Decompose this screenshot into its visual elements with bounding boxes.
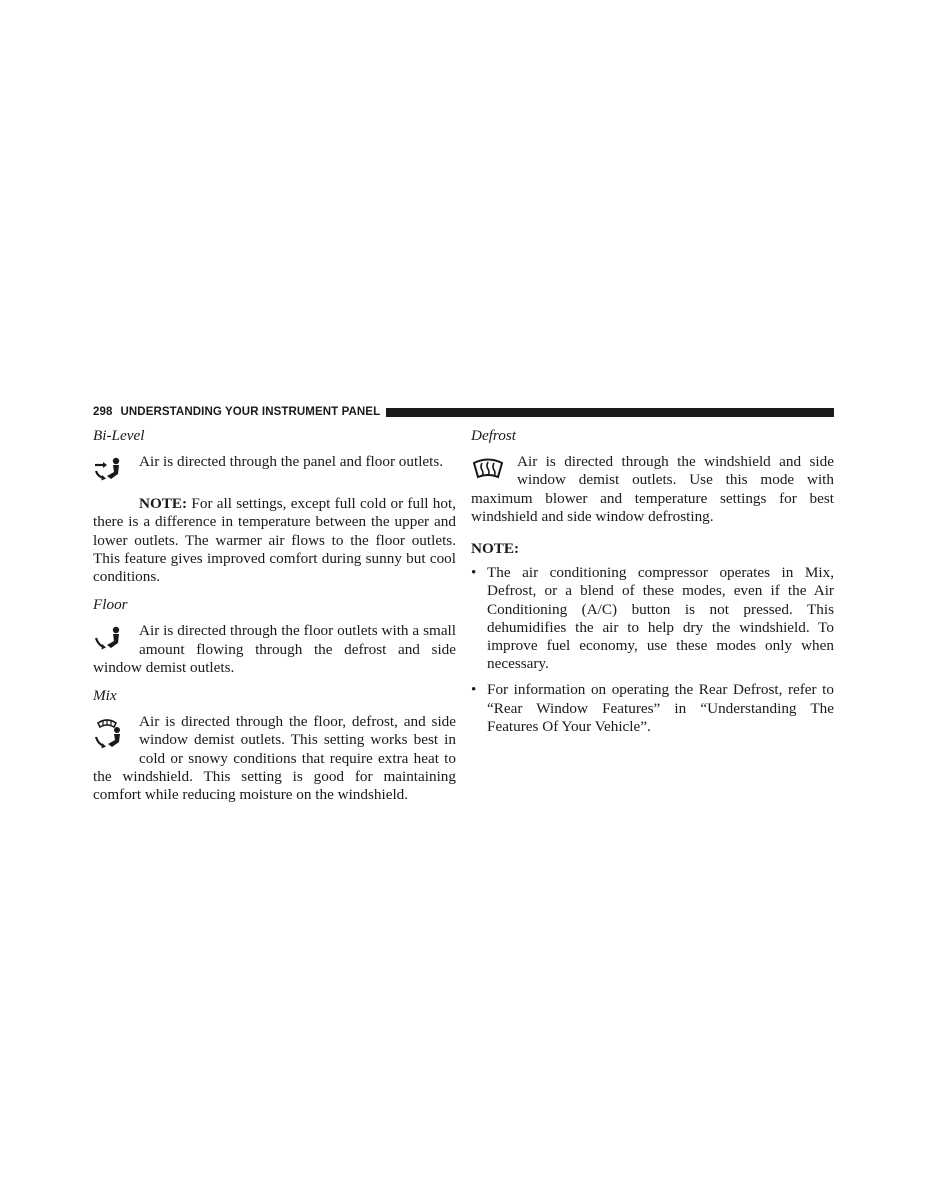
floor-heading: Floor xyxy=(93,596,128,614)
note-heading: NOTE: xyxy=(471,540,520,558)
floor-description xyxy=(93,622,456,677)
mix-airflow-icon xyxy=(93,717,133,753)
page-header xyxy=(93,404,834,420)
note-list xyxy=(471,564,834,736)
note-item-text: The air conditioning compressor operates in Mix, Defrost, or a blend of these modes, even if the Air Conditioning (A/C) button is not pressed. This dehumidifies the air to help dry the windshield. To improve fuel economy, use these modes only when necessary. xyxy=(487,564,834,673)
bilevel-description xyxy=(93,453,456,485)
defrost-description xyxy=(471,453,834,526)
bilevel-text: Air is directed through the panel and floor outlets. xyxy=(139,453,444,471)
left-column xyxy=(93,424,456,814)
defrost-icon xyxy=(471,457,511,485)
bilevel-note-text: For all settings, except full cold or full hot, there is a difference in temperature between the upper and lower outlets. The warmer air flows to the floor outlets. This feature gives improved comfort during sunny but cool conditions. xyxy=(93,495,457,586)
defrost-heading: Defrost xyxy=(471,427,516,444)
bullet-icon: • xyxy=(471,564,477,582)
bilevel-heading: Bi-Level xyxy=(93,427,145,444)
bullet-icon: • xyxy=(471,681,477,699)
list-item xyxy=(471,681,834,736)
bilevel-note xyxy=(93,495,456,586)
mix-text: Air is directed through the floor, defrost, and side window demist outlets. This setting works best in cold or snowy conditions that require extra heat to the windshield. This setting is good for maintaining comfort while reducing moisture on the windshield. xyxy=(93,713,456,804)
mix-heading: Mix xyxy=(93,687,117,705)
list-item xyxy=(471,564,834,673)
page-number: 298 xyxy=(93,406,113,418)
floor-airflow-icon xyxy=(93,626,133,654)
note-item-text: For information on operating the Rear Defrost, refer to “Rear Window Features” in “Understanding The Features Of Your Vehicle”. xyxy=(487,681,834,735)
defrost-text: Air is directed through the windshield and side window demist outlets. Use this mode with maximum blower and temperature settings for best windshield and side window defrosting. xyxy=(471,453,834,525)
header-rule xyxy=(386,408,834,417)
note-label: NOTE: xyxy=(139,495,188,513)
mix-description xyxy=(93,713,456,804)
bilevel-airflow-icon xyxy=(93,457,133,485)
floor-text: Air is directed through the floor outlets with a small amount flowing through the defrost and side window demist outlets. xyxy=(93,622,456,676)
section-title: UNDERSTANDING YOUR INSTRUMENT PANEL xyxy=(120,406,381,418)
right-column xyxy=(471,424,834,744)
